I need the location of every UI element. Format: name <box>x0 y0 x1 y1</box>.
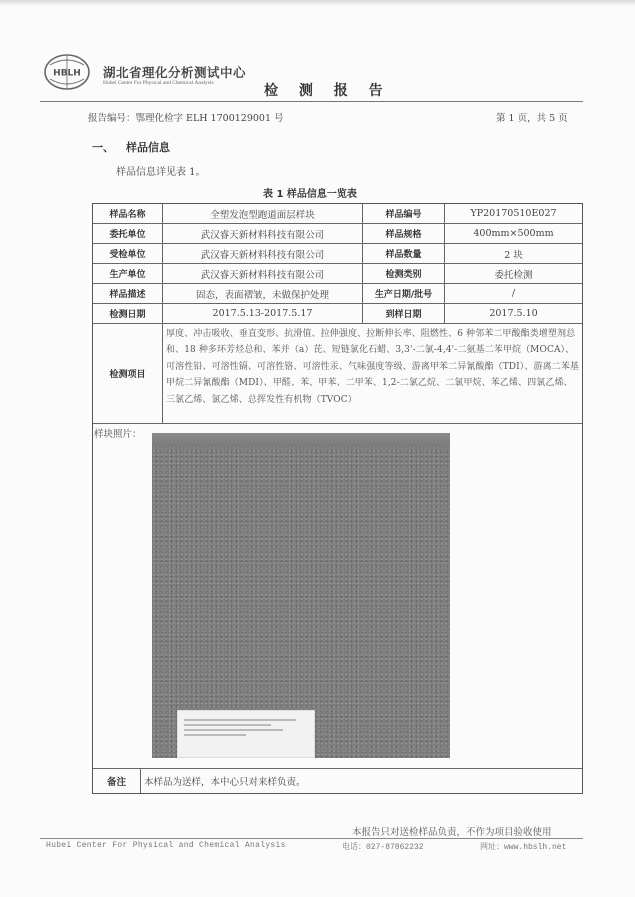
table-row <box>93 264 582 284</box>
org-name-en: Hubei Center For Physical and Chemical Analysis <box>103 80 214 86</box>
row-value: 武汉睿天新材料科技有限公司 <box>163 224 363 243</box>
sample-tag-image <box>177 710 315 758</box>
row-value: 固态，表面褶皱，未做保护处理 <box>163 284 363 303</box>
row-label: 检测日期 <box>93 304 163 323</box>
note-row <box>93 769 582 793</box>
table-row <box>93 284 582 304</box>
footer-org-name: Hubei Center For Physical and Chemical Analysis <box>46 841 286 850</box>
footer-website: 网址：www.hbslh.net <box>480 843 567 852</box>
table-row <box>93 304 582 324</box>
section-intro: 样品信息详见表 1。 <box>116 167 206 178</box>
footer-phone: 电话：027-87862232 <box>342 843 424 852</box>
row-label: 检测类别 <box>363 264 445 283</box>
note-label: 备注 <box>93 769 141 793</box>
row-value: YP20170510E027 <box>470 208 557 219</box>
disclaimer: 本报告只对送检样品负责，不作为项目验收使用 <box>352 827 552 838</box>
row-label: 样品数量 <box>363 244 445 263</box>
section-number: 一、 <box>92 141 114 154</box>
row-label: 样品描述 <box>93 284 163 303</box>
photo-label: 样块照片： <box>94 429 142 440</box>
row-value: 2 块 <box>504 249 523 261</box>
org-name-cn: 湖北省理化分析测试中心 <box>103 65 247 80</box>
header-divider <box>40 101 583 102</box>
table-caption: 表 1 样品信息一览表 <box>263 189 357 200</box>
row-label: 委托单位 <box>93 224 163 243</box>
row-value: 武汉睿天新材料科技有限公司 <box>163 244 363 263</box>
row-label: 生产日期/批号 <box>363 284 445 303</box>
row-label: 样品编号 <box>363 204 445 223</box>
sample-photo-edge <box>152 433 450 447</box>
section-title: 样品信息 <box>126 141 170 154</box>
test-items-label: 检测项目 <box>93 324 163 423</box>
table-row <box>93 204 582 224</box>
test-items-text: 厚度、冲击吸收、垂直变形、抗滑值、拉伸强度、拉断伸长率、阻燃性、6 种邻苯二甲酸酯类增塑剂总和、18 种多环芳烃总和、苯并（a）芘、短链氯化石蜡、3,3'-二氯-4,4'-二氨基二苯甲烷（MOCA）、可溶性铅、可溶性镉、可溶性铬、可溶性汞、气味强度等级、游离甲苯二异氰酸酯（TDI）、游离二苯基甲烷二异氰酸酯（MDI）、甲醛、苯、甲苯、二甲苯、1,2-二氯乙烷、二氯甲烷、苯乙烯、四氯乙烯、三氯乙烯、氯乙烯、总挥发性有机物（TVOC） <box>166 329 579 405</box>
report-number: 报告编号：鄂理化检字 ELH 1700129001 号 <box>88 113 284 124</box>
footer-divider <box>40 838 583 839</box>
row-value: 2017.5.13-2017.5.17 <box>163 304 363 323</box>
row-value: 武汉睿天新材料科技有限公司 <box>163 264 363 283</box>
row-value: 400mm×500mm <box>473 228 554 239</box>
row-value: 2017.5.10 <box>489 308 538 319</box>
row-value: 委托检测 <box>494 269 533 281</box>
row-label: 样品规格 <box>363 224 445 243</box>
test-items-row <box>93 324 582 424</box>
row-label: 受检单位 <box>93 244 163 263</box>
page-info: 第 1 页，共 5 页 <box>496 113 568 124</box>
report-title: 检 测 报 告 <box>264 83 391 99</box>
hblh-logo <box>42 53 92 91</box>
logo-text: HBLH <box>53 68 81 79</box>
sample-photo-row <box>93 424 582 769</box>
scan-edge <box>0 0 635 6</box>
row-label: 样品名称 <box>93 204 163 223</box>
row-value: / <box>511 288 516 299</box>
row-value: 全塑发泡型跑道面层样块 <box>163 204 363 223</box>
row-label: 生产单位 <box>93 264 163 283</box>
table-row <box>93 244 582 264</box>
sample-info-table <box>92 203 583 794</box>
section-heading <box>92 139 170 155</box>
note-text: 本样品为送样，本中心只对来样负责。 <box>144 777 306 788</box>
row-label: 到样日期 <box>363 304 445 323</box>
table-row <box>93 224 582 244</box>
